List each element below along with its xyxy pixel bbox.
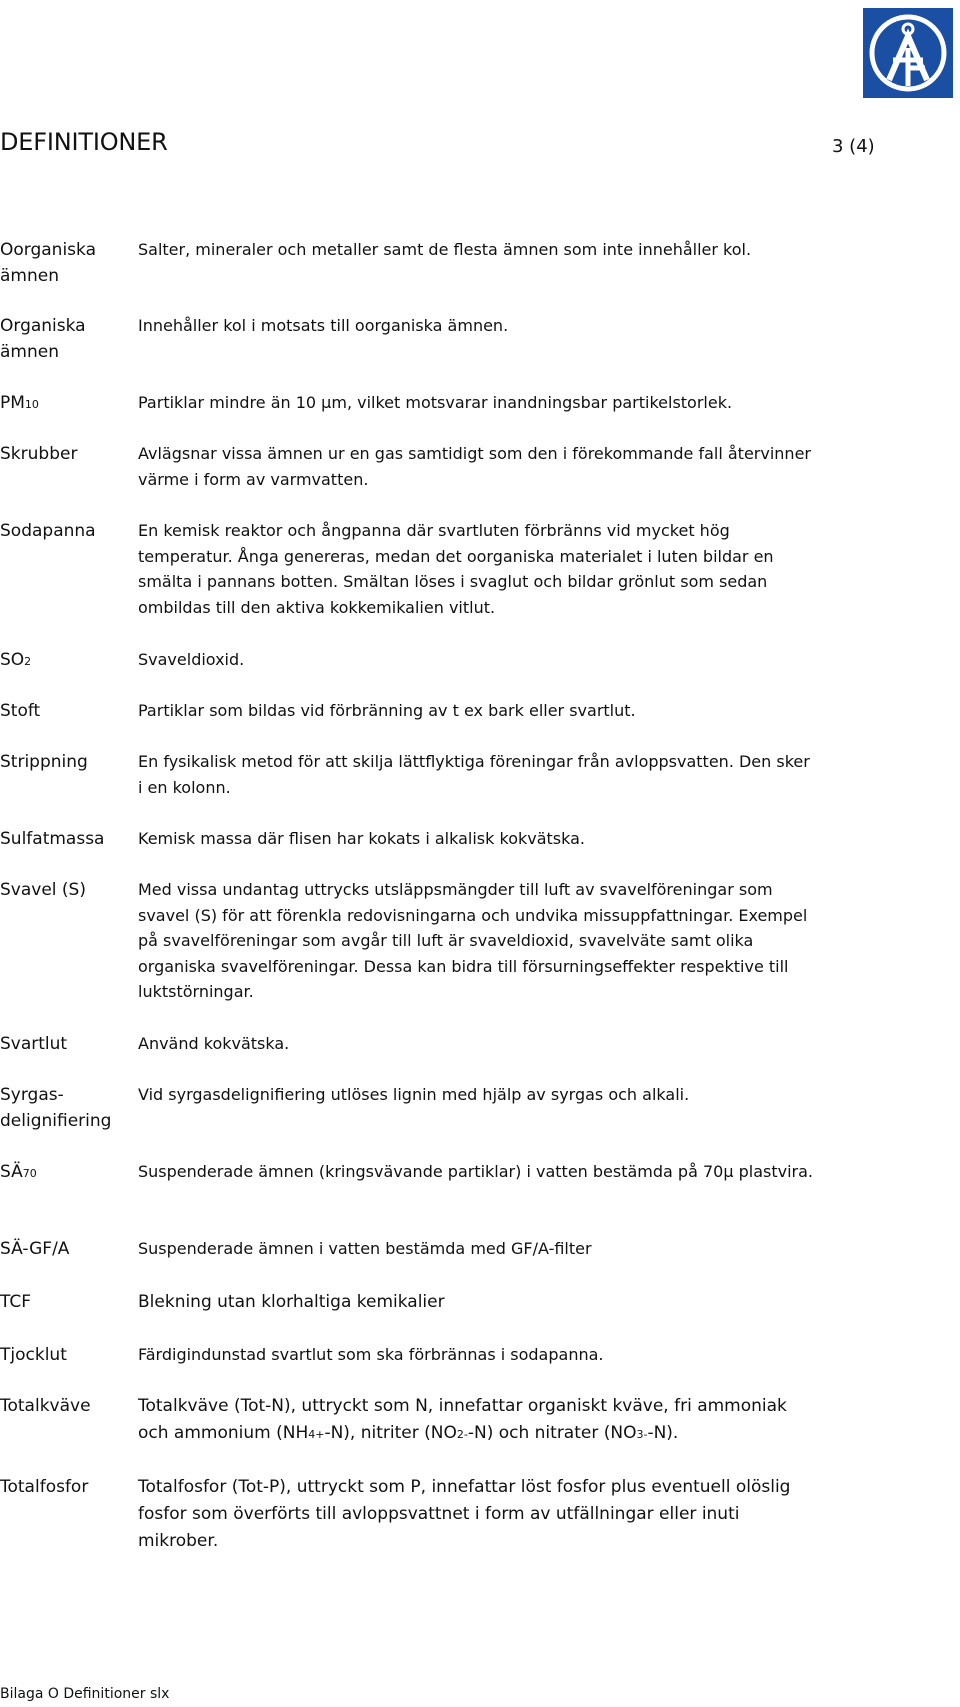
definition-term	[0, 647, 130, 675]
definition-text-part: Totalkväve (Tot-N), uttryckt som N, innefattar organiskt kväve, fri ammoniak och ammonium (NH	[138, 1396, 787, 1443]
definition-text: Partiklar som bildas vid förbränning av t ex bark eller svartlut.	[138, 701, 636, 720]
term-main: SÄ	[0, 1162, 23, 1182]
definition-text: Avlägsnar vissa ämnen ur en gas samtidigt som den i förekommande fall återvinner värme i form av varmvatten.	[138, 444, 811, 489]
definition-text: Suspenderade ämnen i vatten bestämda med GF/A-filter	[138, 1239, 592, 1258]
definition-text-part: -N), nitriter (NO	[324, 1423, 457, 1443]
definition-term	[0, 390, 130, 418]
definition-text-part: -N) och nitrater (NO	[467, 1423, 637, 1443]
page-number: 3 (4)	[832, 136, 875, 157]
definition-text: En kemisk reaktor och ångpanna där svartluten förbränns vid mycket hög temperatur. Ånga genereras, medan det oorganiska materialet i luten bildar en smälta i pannans botten. Smältan löses i svaglut och bildar grönlut som sedan ombildas till den aktiva kokkemikalien vitlut.	[138, 521, 774, 617]
term-subscript: 10	[24, 398, 39, 411]
definition-text-part: -N).	[647, 1423, 679, 1443]
definition-text: Svaveldioxid.	[138, 650, 245, 669]
definition-term: Tjocklut	[0, 1345, 67, 1365]
term-main: SO	[0, 650, 25, 670]
definition-term	[0, 1159, 130, 1187]
subscript: 4+	[308, 1428, 325, 1441]
definition-text: Blekning utan klorhaltiga kemikalier	[138, 1292, 445, 1312]
definition-term: Totalfosfor	[0, 1477, 89, 1497]
definition-text: Färdigindunstad svartlut som ska förbrännas i sodapanna.	[138, 1345, 604, 1364]
definition-text: Totalfosfor (Tot-P), uttryckt som P, innefattar löst fosfor plus eventuell olöslig fosfor som överförts till avloppsvattnet i form av utfällningar eller inuti mikrober.	[138, 1477, 791, 1551]
definition-text: Innehåller kol i motsats till oorganiska ämnen.	[138, 316, 509, 335]
definition-text: En fysikalisk metod för att skilja lättflyktiga föreningar från avloppsvatten. Den sker i en kolonn.	[138, 752, 810, 797]
definition-term: TCF	[0, 1292, 32, 1312]
term-main: PM	[0, 393, 25, 413]
page-title: DEFINITIONER	[0, 128, 168, 156]
definition-text: Suspenderade ämnen (kringsvävande partiklar) i vatten bestämda på 70µ plastvira.	[138, 1162, 813, 1181]
definition-text: Salter, mineraler och metaller samt de flesta ämnen som inte innehåller kol.	[138, 240, 752, 259]
term-subscript: 70	[22, 1167, 37, 1180]
definition-text: Använd kokvätska.	[138, 1034, 290, 1053]
definition-term: Organiska ämnen	[0, 316, 86, 362]
definition-text	[138, 1393, 818, 1448]
definition-term: SÄ-GF/A	[0, 1239, 70, 1259]
definition-term: Syrgas-delignifiering	[0, 1085, 112, 1131]
definition-term: Totalkväve	[0, 1396, 91, 1416]
term-subscript: 2	[24, 655, 32, 668]
definition-text: Partiklar mindre än 10 µm, vilket motsvarar inandningsbar partikelstorlek.	[138, 393, 733, 412]
footer-text: Bilaga O Definitioner slx	[0, 1686, 170, 1702]
definition-term: Sulfatmassa	[0, 829, 105, 849]
definition-term: Skrubber	[0, 444, 78, 464]
af-logo-icon	[863, 8, 953, 98]
definition-text: Vid syrgasdelignifiering utlöses lignin med hjälp av syrgas och alkali.	[138, 1085, 690, 1104]
definition-term: Strippning	[0, 752, 88, 772]
definition-text: Med vissa undantag uttrycks utsläppsmängder till luft av svavelföreningar som svavel (S) för att förenkla redovisningarna och undvika missuppfattningar. Exempel på svavelföreningar som avgår till luft är svaveldioxid, svavelväte samt olika organiska svavelföreningar. Dessa kan bidra till försurningseffekter respektive till luktstörningar.	[138, 880, 808, 1001]
definition-term: Sodapanna	[0, 521, 96, 541]
definition-term: Svavel (S)	[0, 880, 86, 900]
subscript: 3-	[636, 1428, 648, 1441]
definition-term: Svartlut	[0, 1034, 68, 1054]
subscript: 2-	[456, 1428, 468, 1441]
company-logo	[863, 8, 953, 98]
definition-term: Stoft	[0, 701, 41, 721]
definition-text: Kemisk massa där flisen har kokats i alkalisk kokvätska.	[138, 829, 585, 848]
definition-term: Oorganiska ämnen	[0, 240, 96, 286]
